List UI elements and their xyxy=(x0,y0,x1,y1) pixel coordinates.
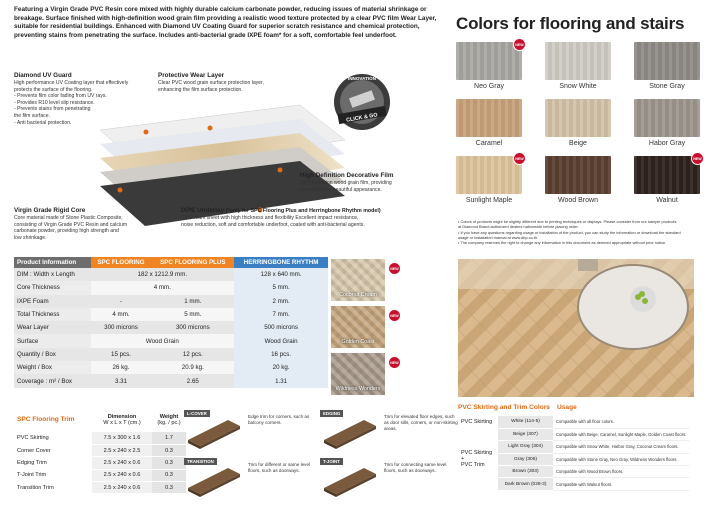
spec-row xyxy=(14,281,328,294)
pvc-color: Gray (305) xyxy=(498,453,553,465)
trim-profile-desc: Trim for elevated floor edges, such as door sills, corners, or non-skirting areas. xyxy=(384,414,458,432)
feature-line: Clear PVC wood grain surface protection layer, xyxy=(158,80,264,86)
trim-name: Transition Trim xyxy=(14,482,92,494)
trim-row xyxy=(14,469,186,481)
trim-profile-image xyxy=(184,462,244,498)
color-swatch xyxy=(634,99,700,137)
trim-dim: 7.5 x 300 x 1.6 xyxy=(92,432,152,444)
spec-value: 15 pcs. xyxy=(91,348,152,361)
feature-line: IXPE foam sheet with high thickness and flexibility Excellent impact resistance, xyxy=(181,215,359,221)
feature-title: Diamond UV Guard xyxy=(14,72,72,79)
pvc-row xyxy=(458,428,689,440)
color-swatch xyxy=(456,99,522,137)
feature-hd-film xyxy=(300,172,440,193)
pvc-color: White (114-5) xyxy=(498,416,553,428)
note-line: • If you have any questions regarding usage or installation of the product, you can study the information or download the standard xyxy=(458,229,681,235)
spec-label: Core Thickness xyxy=(14,281,91,294)
feature-line: - Anti bacterial protection. xyxy=(14,119,72,126)
spec-value: 500 microns xyxy=(234,321,328,334)
spec-label: IXPE Foam xyxy=(14,295,91,308)
spec-row xyxy=(14,361,328,374)
pvc-row xyxy=(458,416,689,428)
feature-wear-layer xyxy=(158,72,308,93)
feature-title: IXPE Underlay xyxy=(181,207,225,214)
spec-row xyxy=(14,374,328,387)
spec-value: 4 mm. xyxy=(91,308,152,321)
dim-subheader: W x L x T (cm.) xyxy=(103,420,141,426)
trim-profile-desc: Trim for different or same level floors, such as doorways. xyxy=(248,462,311,474)
new-badge: NEW xyxy=(513,38,526,51)
color-notes xyxy=(458,219,694,245)
feature-text xyxy=(14,80,134,126)
feature-title: Virgin Grade Rigid Core xyxy=(14,207,86,214)
note-line: at Diamond Brand authorized dealers nationwide before placing order. xyxy=(458,224,579,230)
trim-dim: 2.5 x 240 x 2.5 xyxy=(92,444,152,456)
note-line: • Colors of products might be slightly different due to printing techniques or displays. Please consider from our sample products xyxy=(458,219,677,224)
pvc-usage-title: Usage xyxy=(557,404,577,411)
trim-table xyxy=(14,408,186,494)
spec-header: SPC FLOORING xyxy=(91,257,152,268)
room-photo xyxy=(458,259,694,397)
feature-text xyxy=(300,180,440,193)
spec-value: 5 mm. xyxy=(234,281,328,294)
spec-value: 16 pcs. xyxy=(234,348,328,361)
spec-header: HERRINGBONE RHYTHM xyxy=(234,257,328,268)
feature-title: High Definition Decorative Film xyxy=(300,172,394,179)
trim-name: Edging Trim xyxy=(14,457,92,469)
trim-name: PVC Skirting xyxy=(14,432,92,444)
feature-line: - Provides R10 level slip resistance. xyxy=(14,99,95,106)
color-swatch xyxy=(456,156,522,194)
dim-header: Dimension xyxy=(107,413,137,420)
feature-line: consisting of Virgin Grade PVC Resin and calcium xyxy=(14,221,128,228)
spec-header: SPC FLOORING PLUS xyxy=(151,257,234,268)
spec-row xyxy=(14,321,328,334)
color-name: Habor Gray xyxy=(648,140,686,147)
tile-name: Coconut Cream xyxy=(339,292,377,298)
spec-value: 2.65 xyxy=(151,374,234,387)
feature-line: enhancing the film surface protection. xyxy=(158,86,243,93)
color-swatch xyxy=(545,42,611,80)
pvc-usage: Compatible with Beige, Caramel, Sunlight Maple, Golden Coast floors. xyxy=(553,428,689,440)
spec-value: 12 pcs. xyxy=(151,348,234,361)
spec-value: 1 mm. xyxy=(151,295,234,308)
feature-diamond-uv xyxy=(14,72,134,126)
feature-text xyxy=(158,80,308,93)
feature-text xyxy=(14,215,154,241)
pvc-color-table xyxy=(458,416,689,491)
new-badge: NEW xyxy=(513,152,526,165)
product-spec-table xyxy=(14,257,328,388)
trim-dim: 2.5 x 240 x 0.6 xyxy=(92,469,152,481)
intro-paragraph: Featuring a Virgin Grade PVC Resin core mixed with highly durable calcium carbonate powder, reducing issues of material shrinkage or breakage. Surface finished with high-definition wood grain film providing a realistic wood texture protected by a clear PVC film Wear Layer, suitable for residential buildings. Enhanced with Diamond UV Coating Guard for superior scratch resistance and chemical protection, preventing stains from penetrating the surface. Includes anti-bacterial grade IXPE foam* for a soft, comfortable feel underfoot. xyxy=(14,6,437,39)
pvc-usage: Compatible with all floor colors. xyxy=(553,416,689,428)
trim-profile-label: EDGING xyxy=(320,410,343,417)
spec-value: Wood Grain xyxy=(234,334,328,347)
feature-title: Protective Wear Layer xyxy=(158,72,225,79)
color-swatch xyxy=(634,42,700,80)
new-badge: NEW xyxy=(691,152,704,165)
spec-label: Total Thickness xyxy=(14,308,91,321)
spec-row xyxy=(14,295,328,308)
spec-value: 182 x 1212.9 mm. xyxy=(91,268,235,281)
color-swatch xyxy=(545,156,611,194)
trim-profile-label: T-JOINT xyxy=(320,458,343,465)
feature-line: protects the surface of the flooring. xyxy=(14,86,93,93)
spec-label: Weight / Box xyxy=(14,361,91,374)
spec-value: 2 mm. xyxy=(234,295,328,308)
trim-weight: 0.3 xyxy=(152,482,186,494)
trim-row xyxy=(14,457,186,469)
pvc-title: PVC Skirting and Trim Colors xyxy=(458,404,550,411)
feature-line: Core material made of Stone Plastic Composite, xyxy=(14,215,123,221)
spec-row xyxy=(14,348,328,361)
trim-profile-image xyxy=(184,414,244,450)
trim-name: Corner Cover xyxy=(14,444,92,456)
feature-line: High performance UV Coating layer that effectively xyxy=(14,80,129,86)
spec-value: 26 kg. xyxy=(91,361,152,374)
feature-line: noise reduction, soft and comfortable underfoot, coated with anti-bacterial agents. xyxy=(181,221,365,228)
spec-value: 20 kg. xyxy=(234,361,328,374)
trim-name: T-Joint Trim xyxy=(14,469,92,481)
trim-row xyxy=(14,482,186,494)
colors-title: Colors for flooring and stairs xyxy=(456,14,685,33)
pvc-group-label: PVC Skirting xyxy=(461,419,493,426)
trim-profile-desc: Trim for connecting same level floors, such as doorways. xyxy=(384,462,447,474)
trim-weight: 0.3 xyxy=(152,457,186,469)
color-swatch xyxy=(456,42,522,80)
trim-profile-label: L-COVER xyxy=(184,410,210,417)
trim-row xyxy=(14,444,186,456)
tile-name: Wildness Wonders xyxy=(335,386,381,392)
spec-value: 4 mm. xyxy=(91,281,235,294)
spec-value: 20.9 kg. xyxy=(151,361,234,374)
trim-header-row xyxy=(14,408,186,432)
spec-value: - xyxy=(91,295,152,308)
feature-line: a realistic and beautiful appearance. xyxy=(300,186,382,193)
spec-value: 300 microns xyxy=(151,321,234,334)
spec-label: Surface xyxy=(14,334,91,347)
weight-header: Weight xyxy=(159,413,179,420)
color-name: Neo Gray xyxy=(474,83,504,90)
spec-value: 300 microns xyxy=(91,321,152,334)
trim-weight: 1.7 xyxy=(152,432,186,444)
trim-profile-image xyxy=(320,462,380,498)
spec-label: Quantity / Box xyxy=(14,348,91,361)
pvc-usage: Compatible with Snow White, Harbor Gray, Coconut Cream floors. xyxy=(553,441,689,453)
spec-value: Wood Grain xyxy=(91,334,235,347)
spec-header-row xyxy=(14,257,328,268)
feature-line: High-definition wood grain film, providing xyxy=(300,180,392,186)
trim-profile-desc: Edge trim for corners, such as balcony corners. xyxy=(248,414,310,426)
feature-rigid-core xyxy=(14,207,154,241)
weight-subheader: (kg. / pc.) xyxy=(157,420,181,426)
color-name: Caramel xyxy=(475,140,503,147)
feature-ixpe xyxy=(181,207,441,228)
feature-line: - Prevents film color fading from UV rays. xyxy=(14,93,107,100)
pvc-usage: Compatible with Wood Brown floors. xyxy=(553,466,689,478)
spec-value: 128 x 640 mm. xyxy=(234,268,328,281)
spec-label: Coverage : m² / Box xyxy=(14,374,91,387)
pvc-usage: Compatible with Walnut floors. xyxy=(553,478,689,490)
pvc-group-line: PVC Trim xyxy=(461,462,485,469)
pvc-group-line: PVC Skirting xyxy=(461,450,493,457)
badge-bottom-text: CLICK & GO xyxy=(345,112,379,124)
pvc-group-label xyxy=(458,428,498,490)
spec-label: Wear Layer xyxy=(14,321,91,334)
tile-name: Golden Coast xyxy=(341,339,375,345)
color-swatch xyxy=(545,99,611,137)
spec-row xyxy=(14,334,328,347)
new-badge: NEW xyxy=(388,356,401,369)
new-badge: NEW xyxy=(388,309,401,322)
trim-row xyxy=(14,432,186,444)
trim-weight: 0.3 xyxy=(152,469,186,481)
trim-weight: 0.3 xyxy=(152,444,186,456)
spec-header: Product Information xyxy=(14,257,91,268)
color-name: Beige xyxy=(569,140,587,147)
pvc-color: Beige (307) xyxy=(498,428,553,440)
spec-row xyxy=(14,268,328,281)
feature-line: - Prevents stains from penetrating xyxy=(14,106,91,113)
pvc-color: Light Gray (304) xyxy=(498,441,553,453)
trim-profile-label: TRANSITION xyxy=(184,458,217,465)
spec-row xyxy=(14,308,328,321)
feature-line: carbonate powder, providing high strength and xyxy=(14,228,119,235)
badge-top-text: INNOVATION xyxy=(347,76,377,81)
trim-profile-image xyxy=(320,414,380,450)
pvc-group-line: + xyxy=(461,456,465,463)
spec-value: 5 mm. xyxy=(151,308,234,321)
feature-line: the film surface. xyxy=(14,113,50,120)
color-name: Sunlight Maple xyxy=(465,197,513,204)
trim-title: SPC Flooring Trim xyxy=(17,416,75,424)
pvc-usage: Compatible with Stone Gray, Neo Gray, Wildness Wonders floors. xyxy=(553,453,689,465)
feature-line: low shrinkage. xyxy=(14,234,47,241)
trim-dim: 2.5 x 240 x 0.6 xyxy=(92,457,152,469)
feature-note: (*only for SPC Flooring Plus and Herringbone Rhythm model) xyxy=(225,208,381,214)
pvc-color: Dark Brown (028-3) xyxy=(498,478,553,490)
trim-dim: 2.5 x 240 x 0.6 xyxy=(92,482,152,494)
spec-value: 1.31 xyxy=(234,374,328,387)
color-name: Walnut xyxy=(656,197,678,204)
color-name: Wood Brown xyxy=(558,197,598,204)
spec-value: 7 mm. xyxy=(234,308,328,321)
color-name: Stone Gray xyxy=(649,83,685,90)
pvc-color: Brown (303) xyxy=(498,466,553,478)
note-line: • The company reserves the right to change any information in this document as deemed appropriate without prior notice. xyxy=(458,240,667,246)
color-name: Snow White xyxy=(559,83,597,90)
feature-text xyxy=(181,215,441,228)
color-swatch xyxy=(634,156,700,194)
note-line: usage or installation manual at www.dbp.co.th. xyxy=(458,234,539,240)
spec-label: DIM : Width x Length xyxy=(14,268,91,281)
new-badge: NEW xyxy=(388,262,401,275)
spec-value: 3.31 xyxy=(91,374,152,387)
